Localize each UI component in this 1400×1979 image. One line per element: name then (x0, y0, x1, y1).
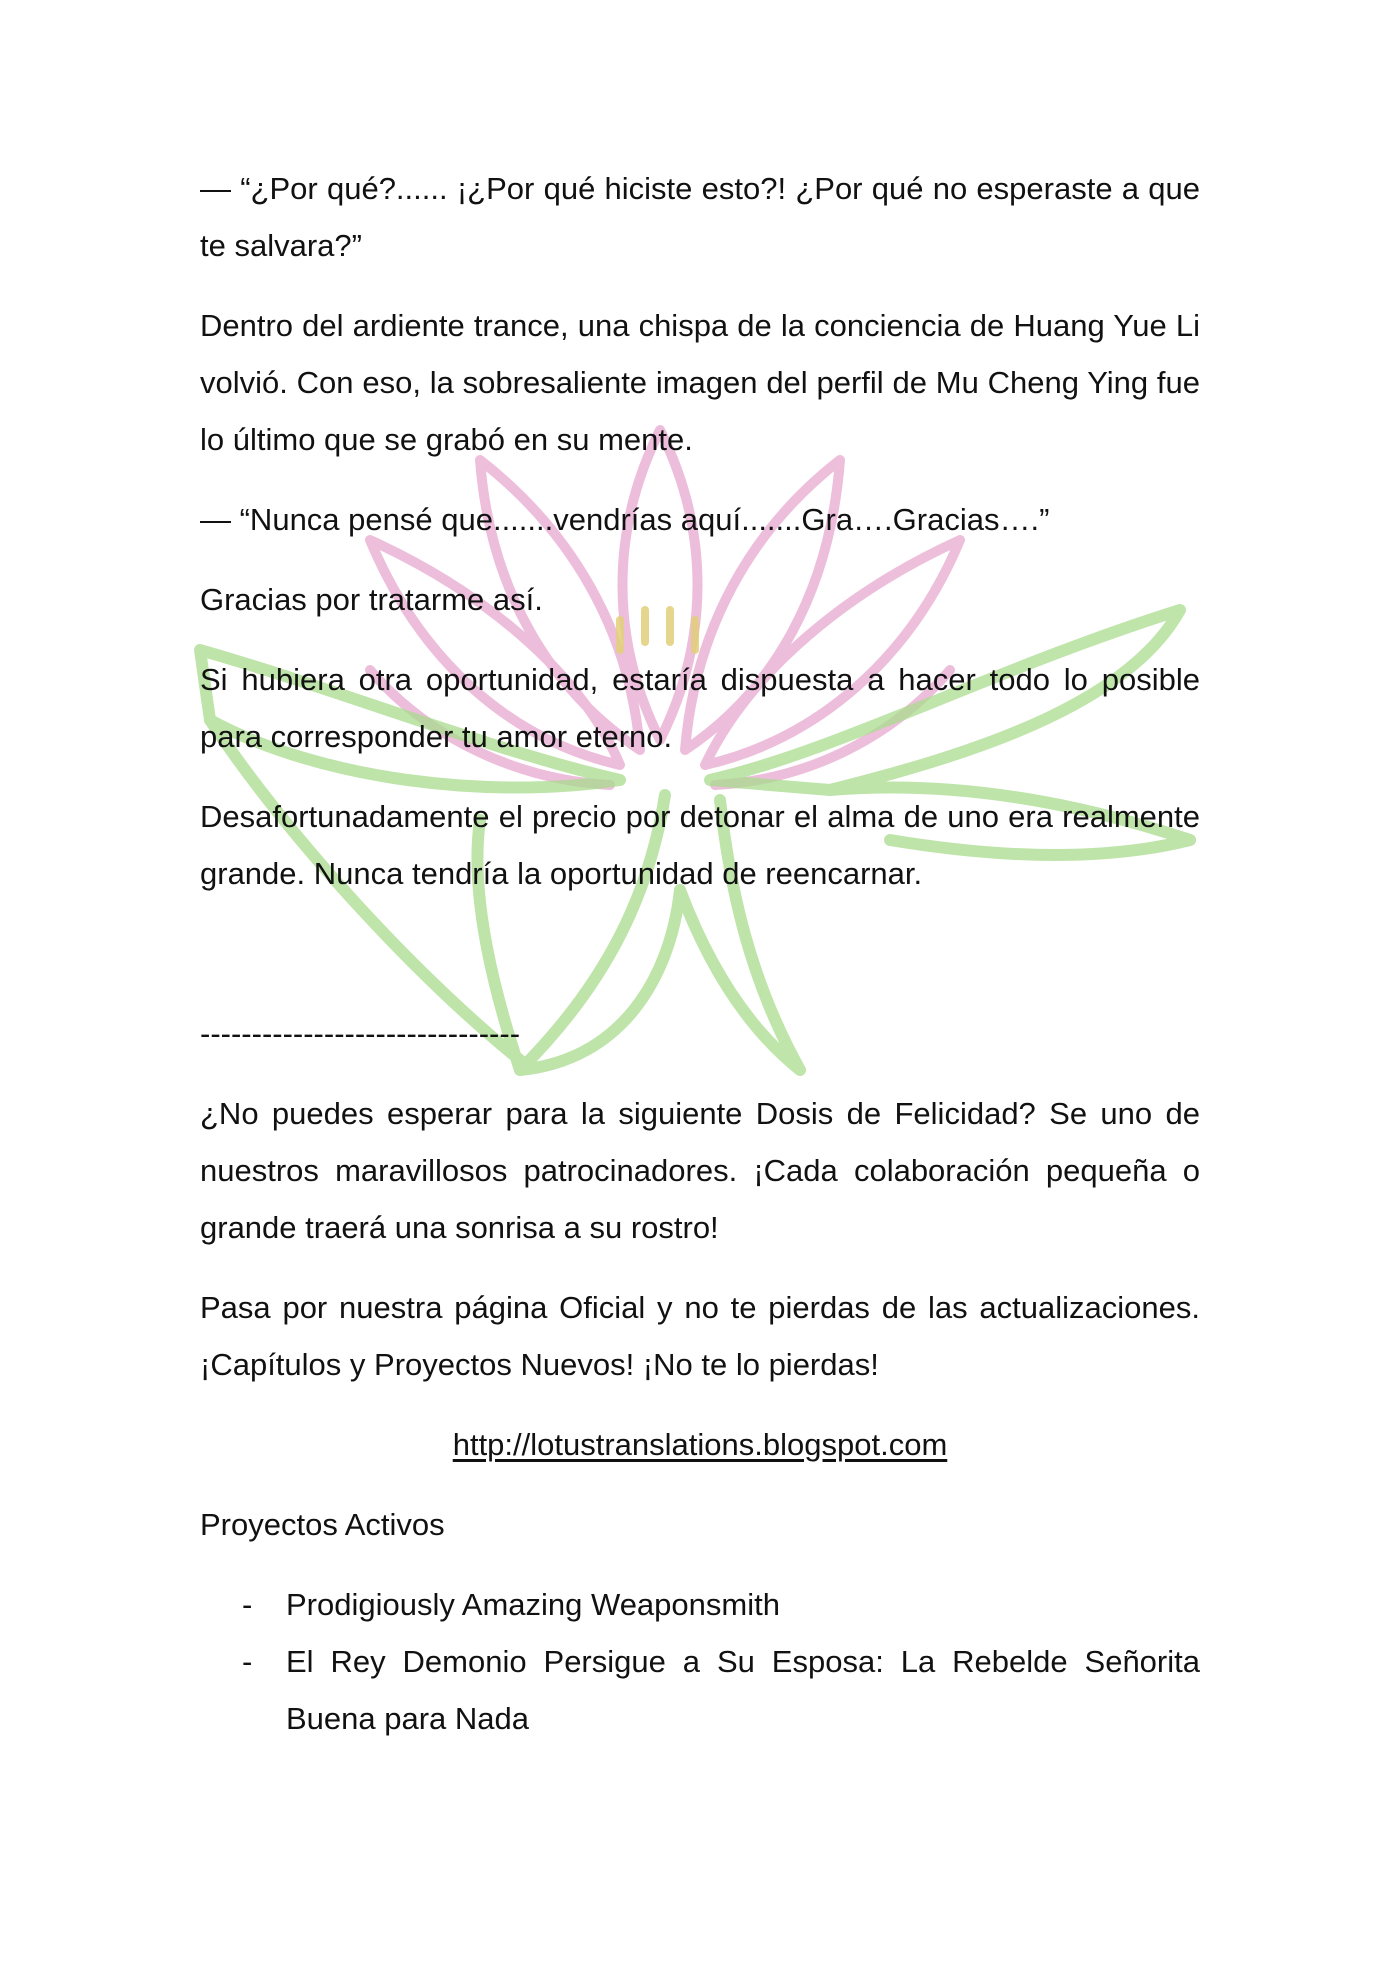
dialogue-paragraph: — “Nunca pensé que.......vendrías aquí.......Gra….Gracias….” (200, 502, 1050, 537)
narrative-paragraph: Desafortunadamente el precio por detonar el alma de uno era realmente grande. Nunca tendría la oportunidad de reencarnar. (200, 799, 1200, 891)
official-page-link[interactable]: http://lotustranslations.blogspot.com (452, 1427, 948, 1462)
updates-paragraph: Pasa por nuestra página Oficial y no te pierdas de las actualizaciones. ¡Capítulos y Proyectos Nuevos! ¡No te lo pierdas! (200, 1290, 1200, 1382)
narrative-paragraph: Si hubiera otra oportunidad, estaría dispuesta a hacer todo lo posible para corresponder tu amor eterno. (200, 662, 1200, 754)
dialogue-paragraph: — “¿Por qué?...... ¡¿Por qué hiciste esto?! ¿Por qué no esperaste a que te salvara?” (200, 171, 1200, 263)
list-marker: - (242, 1587, 253, 1622)
project-title: El Rey Demonio Persigue a Su Esposa: La Rebelde Señorita Buena para Nada (286, 1644, 1200, 1736)
projects-list (200, 1576, 1200, 1747)
list-marker: - (242, 1644, 253, 1679)
list-item (200, 1633, 1200, 1747)
list-item (200, 1576, 1200, 1633)
project-title: Prodigiously Amazing Weaponsmith (286, 1587, 780, 1622)
section-separator: ------------------------------- (200, 1016, 521, 1051)
narrative-paragraph: Dentro del ardiente trance, una chispa de la conciencia de Huang Yue Li volvió. Con eso, la sobresaliente imagen del perfil de Mu Cheng Ying fue lo último que se grabó en su mente. (200, 308, 1200, 457)
sponsor-paragraph: ¿No puedes esperar para la siguiente Dosis de Felicidad? Se uno de nuestros maravillosos patrocinadores. ¡Cada colaboración pequeña o grande traerá una sonrisa a su rostro! (200, 1096, 1200, 1245)
official-page-link-line (200, 1416, 1200, 1473)
narrative-paragraph: Gracias por tratarme así. (200, 582, 543, 617)
projects-heading: Proyectos Activos (200, 1507, 445, 1542)
document-page (200, 160, 1200, 1747)
